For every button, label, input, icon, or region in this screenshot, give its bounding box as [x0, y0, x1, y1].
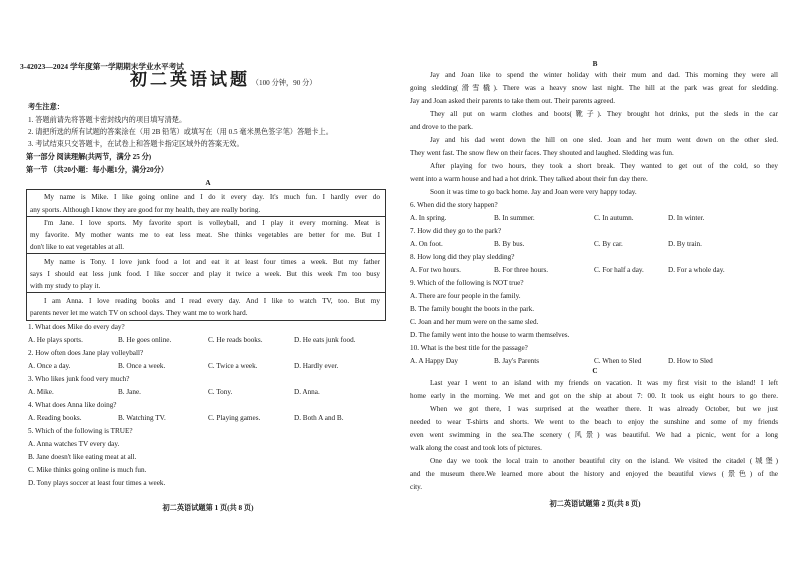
page-1	[22, 0, 394, 561]
q1-option-b: B. He goes online.	[118, 336, 172, 344]
q4-option-a: A. Reading books.	[28, 414, 82, 422]
q1-option-c: C. He reads books.	[208, 336, 263, 344]
q5-option-b: B. Jane doesn't like eating meat at all.	[28, 453, 137, 461]
passage-c-line: even went swimming in the sea.The scenery (风景) was beautiful. We had a picnic, went for a long	[410, 431, 778, 439]
passage-b-line: and drove to the park.	[410, 123, 473, 131]
divider	[26, 292, 386, 293]
q3-option-b: B. Jane.	[118, 388, 141, 396]
q2-option-d: D. Hardly ever.	[294, 362, 339, 370]
passage-a-tony-line: says I should eat less junk food. I like soccer and play it twice a week. But this week I'm too busy	[30, 270, 380, 278]
note-1: 1. 答题前请先将答题卡密封线内的项目填写清楚。	[28, 116, 187, 124]
question-4: 4. What does Anna like doing?	[28, 401, 117, 409]
q10-option-d: D. How to Sled	[668, 357, 713, 365]
q4-option-b: B. Watching TV.	[118, 414, 166, 422]
passage-a-anna-line: parents never let me watch TV on school days. They want me to work hard.	[30, 309, 248, 317]
q8-option-a: A. For two hours.	[410, 266, 461, 274]
passage-c-letter: C	[592, 367, 598, 375]
q7-option-b: B. By bus.	[494, 240, 525, 248]
q6-option-c: C. In autumn.	[594, 214, 634, 222]
exam-code: 3-42023—2024 学年度第一学期期末学业水平考试	[20, 62, 184, 71]
q4-option-c: C. Playing games.	[208, 414, 261, 422]
passage-c-line: When we got there, I was surprised at the weather there. It was already October, but we just	[430, 405, 778, 413]
q2-option-a: A. Once a day.	[28, 362, 71, 370]
q9-option-a: A. There are four people in the family.	[410, 292, 521, 300]
question-2: 2. How often does Jane play volleyball?	[28, 349, 144, 357]
passage-c-line: One day we took the local train to another beautiful city on the island. We visited the citadel (城堡)	[430, 457, 778, 465]
q8-option-c: C. For half a day.	[594, 266, 644, 274]
passage-a-jane-line: don't like to eat vegetables at all.	[30, 243, 125, 251]
q6-option-a: A. In spring.	[410, 214, 447, 222]
passage-c-line: walk along the coast and took lots of pictures.	[410, 444, 542, 452]
q5-option-c: C. Mike thinks going online is much fun.	[28, 466, 147, 474]
q3-option-a: A. Mike.	[28, 388, 54, 396]
question-7: 7. How did they go to the park?	[410, 227, 502, 235]
passage-b-line: They went fast. The snow flew on their faces. They shouted and laughed. Sledding was fun.	[410, 149, 674, 157]
divider	[26, 253, 386, 254]
question-8: 8. How long did they play sledding?	[410, 253, 515, 261]
passage-c-line: needed to wear T-shirts and shorts. We went to the beach to enjoy the sunshine and some of my friends	[410, 418, 778, 426]
passage-b-line: Jay and his dad went down the hill on one sled. Joan and her mum went down on the other sled.	[430, 136, 778, 144]
passage-a-tony-line: with my study to play it.	[30, 282, 101, 290]
section1-heading: 第一节 （共20小题：每小题1分，满分20分）	[26, 166, 168, 174]
q7-option-a: A. On foot.	[410, 240, 443, 248]
note-2: 2. 请把所选的所有试题的答案涂在（用 2B 铅笔）或填写在（用 0.5 毫米黑色签字笔）答题卡上。	[28, 128, 333, 136]
passage-c-line: Last year I went to an island with my friends on vacation. It was my first visit to the island! I left	[430, 379, 778, 387]
passage-a-jane-line: my favorite. My mother wants me to eat less meat. She thinks vegetables are better for me. But I	[30, 231, 380, 239]
question-1: 1. What does Mike do every day?	[28, 323, 125, 331]
q7-option-c: C. By car.	[594, 240, 623, 248]
passage-b-letter: B	[592, 60, 598, 68]
q9-option-d: D. The family went into the house to warm themselves.	[410, 331, 570, 339]
page-2	[410, 0, 780, 561]
passage-a-mike-line: My name is Mike. I like going online and I do it every day. It's much fun. I hardly ever do	[44, 193, 380, 201]
exam-title-row	[130, 70, 317, 100]
question-6: 6. When did the story happen?	[410, 201, 498, 209]
q1-option-d: D. He eats junk food.	[294, 336, 356, 344]
passage-b-line: Jay and Joan asked their parents to take them out. Their parents agreed.	[410, 97, 616, 105]
q3-option-d: D. Anna.	[294, 388, 320, 396]
passage-b-line: After playing for two hours, they took a short break. They wanted to get out of the cold, so they	[430, 162, 778, 170]
question-9: 9. Which of the following is NOT true?	[410, 279, 524, 287]
passage-b-line: Soon it was time to go back home. Jay and Joan were very happy today.	[430, 188, 637, 196]
passage-a-mike-line: any sports. Although I know they are good for my health, they are really boring.	[30, 206, 261, 214]
exam-title-note: （100 分钟，90 分）	[251, 79, 317, 87]
q8-option-d: D. For a whole day.	[668, 266, 725, 274]
passage-b-line: went into a warm house and had a hot drink. They talked about their fun day there.	[410, 175, 648, 183]
passage-c-line: home early in the morning. We met and got on the ship at about 7: 00. It took us eight hours to go there.	[410, 392, 778, 400]
q10-option-a: A. A Happy Day	[410, 357, 458, 365]
page-footer: 初二英语试题第 1 页(共 8 页)	[162, 504, 254, 512]
q5-option-d: D. Tony plays soccer at least four times a week.	[28, 479, 166, 487]
exam-title: 初二英语试题	[130, 70, 250, 90]
passage-a-tony-line: My name is Tony. I love junk food a lot and eat it at least four times a week. But my father	[44, 258, 380, 266]
passage-a-jane-line: I'm Jane. I love sports. My favorite sport is volleyball, and I play it every morning. Meat is	[44, 219, 380, 227]
passage-b-line: Jay and Joan like to spend the winter holiday with their mum and dad. This morning they were all	[430, 71, 778, 79]
passage-c-line: and the museum there.We learned more about the history and enjoyed the beautiful views (景色) of the	[410, 470, 778, 478]
q9-option-b: B. The family bought the boots in the park.	[410, 305, 535, 313]
notes-title: 考生注意：	[28, 103, 64, 111]
q1-option-a: A. He plays sports.	[28, 336, 83, 344]
q6-option-d: D. In winter.	[668, 214, 705, 222]
passage-b-line: going sledding(滑雪橇). There was a heavy snow last night. The hill at the park was great for sledding.	[410, 84, 778, 92]
q2-option-c: C. Twice a week.	[208, 362, 258, 370]
passage-c-line: city.	[410, 483, 423, 491]
q4-option-d: D. Both A and B.	[294, 414, 344, 422]
q10-option-b: B. Jay's Parents	[494, 357, 540, 365]
page-footer: 初二英语试题第 2 页(共 8 页)	[549, 500, 641, 508]
passage-a-anna-line: I am Anna. I love reading books and I read every day. And I like to watch TV, too. But my	[44, 297, 380, 305]
q7-option-d: D. By train.	[668, 240, 702, 248]
q6-option-b: B. In summer.	[494, 214, 535, 222]
q3-option-c: C. Tony.	[208, 388, 233, 396]
divider	[26, 216, 386, 217]
q2-option-b: B. Once a week.	[118, 362, 166, 370]
q5-option-a: A. Anna watches TV every day.	[28, 440, 120, 448]
question-5: 5. Which of the following is TRUE?	[28, 427, 133, 435]
part1-heading: 第一部分 阅读理解(共两节，满分 25 分)	[26, 153, 152, 161]
q9-option-c: C. Joan and her mum were on the same sled.	[410, 318, 539, 326]
question-3: 3. Who likes junk food very much?	[28, 375, 130, 383]
passage-b-line: They all put on warm clothes and boots(靴子). They brought hot drinks, put the sleds in the car	[430, 110, 778, 118]
question-10: 10. What is the best title for the passage?	[410, 344, 528, 352]
passage-a-letter: A	[205, 179, 211, 187]
q8-option-b: B. For three hours.	[494, 266, 549, 274]
note-3: 3. 考试结束只交答题卡，在试卷上和答题卡指定区域外的答案无效。	[28, 140, 244, 148]
q10-option-c: C. When to Sled	[594, 357, 642, 365]
